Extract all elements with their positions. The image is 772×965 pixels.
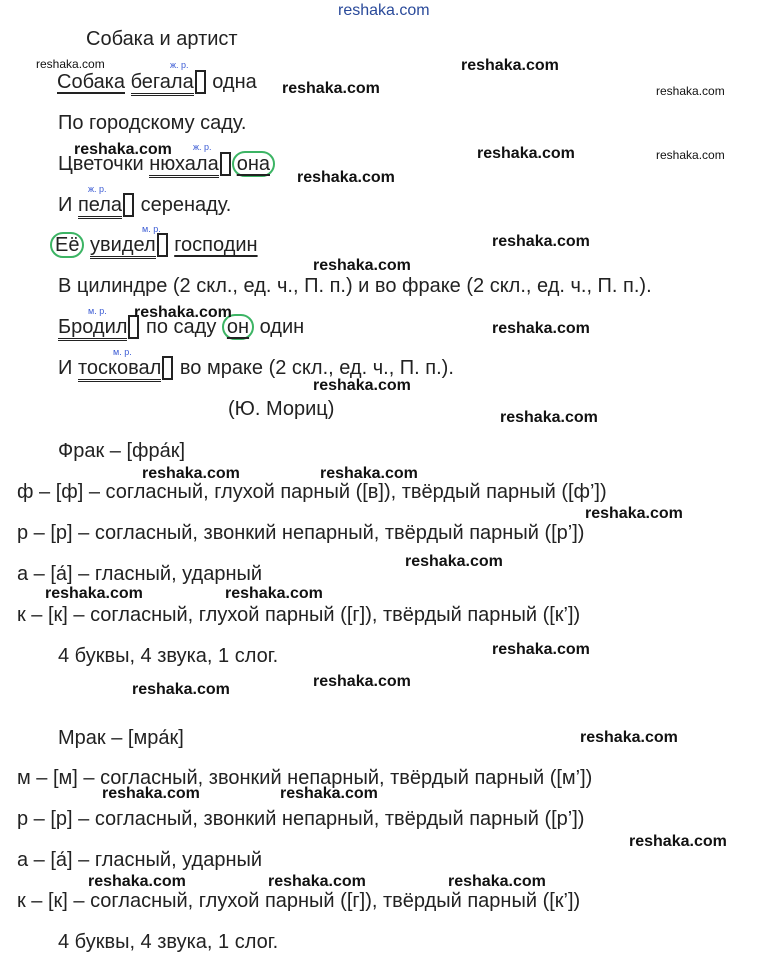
mrak-line-k: к – [к] – согласный, глухой парный ([г]), твёрдый парный ([к’]) xyxy=(17,890,581,912)
watermark: reshaka.com xyxy=(225,585,323,602)
word: во мраке (2 скл., ед. ч., П. п.). xyxy=(179,357,454,379)
watermark: reshaka.com xyxy=(405,553,503,570)
watermark: reshaka.com xyxy=(500,409,598,426)
gender-annotation: м. р. xyxy=(142,224,161,234)
word: Цветочки xyxy=(58,153,144,175)
watermark: reshaka.com xyxy=(282,80,380,97)
watermark: reshaka.com xyxy=(268,873,366,890)
watermark: reshaka.com xyxy=(629,833,727,850)
watermark: reshaka.com xyxy=(580,729,678,746)
mrak-line-a: а – [а́] – гласный, ударный xyxy=(17,849,263,871)
site-watermark: reshaka.com xyxy=(338,2,430,19)
ending-box xyxy=(220,152,231,176)
watermark: reshaka.com xyxy=(88,873,186,890)
watermark: reshaka.com xyxy=(142,465,240,482)
watermark: reshaka.com xyxy=(656,148,725,162)
predicate-word: бегала xyxy=(131,71,194,96)
watermark: reshaka.com xyxy=(313,257,411,274)
mrak-heading: Мрак – [мра́к] xyxy=(58,727,184,749)
poem-author: (Ю. Мориц) xyxy=(228,398,335,420)
word: серенаду. xyxy=(140,194,232,216)
ending-box xyxy=(162,356,173,380)
watermark: reshaka.com xyxy=(74,141,172,158)
frak-line-f: ф – [ф] – согласный, глухой парный ([в]), твёрдый парный ([ф’]) xyxy=(17,481,607,503)
ending-box xyxy=(123,193,134,217)
ending-box xyxy=(195,70,206,94)
watermark: reshaka.com xyxy=(656,84,725,98)
gender-annotation: м. р. xyxy=(88,306,107,316)
predicate-word: пела xyxy=(78,194,122,219)
watermark: reshaka.com xyxy=(492,641,590,658)
watermark: reshaka.com xyxy=(461,57,559,74)
frak-line-r: р – [р] – согласный, звонкий непарный, твёрдый парный ([р’]) xyxy=(17,522,585,544)
watermark: reshaka.com xyxy=(297,169,395,186)
poem-line-5 xyxy=(50,233,258,257)
watermark: reshaka.com xyxy=(477,145,575,162)
poem-line-1 xyxy=(57,70,257,94)
watermark: reshaka.com xyxy=(280,785,378,802)
mrak-summary: 4 буквы, 4 звука, 1 слог. xyxy=(58,931,279,953)
gender-annotation: ж. р. xyxy=(88,184,107,194)
watermark: reshaka.com xyxy=(132,681,230,698)
poem-line-4 xyxy=(58,193,231,217)
frak-line-k: к – [к] – согласный, глухой парный ([г]), твёрдый парный ([к’]) xyxy=(17,604,581,626)
predicate-word: увидел xyxy=(90,234,156,259)
pronoun-subject: он xyxy=(222,314,254,340)
poem-line-6: В цилиндре (2 скл., ед. ч., П. п.) и во фраке (2 скл., ед. ч., П. п.). xyxy=(58,275,652,297)
gender-annotation: ж. р. xyxy=(193,142,212,152)
pronoun-object: Её xyxy=(50,232,84,258)
word: один xyxy=(259,316,305,338)
watermark: reshaka.com xyxy=(448,873,546,890)
watermark: reshaka.com xyxy=(134,304,232,321)
subject-word: господин xyxy=(174,234,258,256)
pronoun-subject: она xyxy=(232,151,275,177)
word: по саду xyxy=(146,316,217,338)
poem-title: Собака и артист xyxy=(86,28,238,50)
predicate-word: тосковал xyxy=(78,357,161,382)
ending-box xyxy=(157,233,168,257)
watermark: reshaka.com xyxy=(492,320,590,337)
watermark: reshaka.com xyxy=(36,57,105,71)
gender-annotation: ж. р. xyxy=(170,60,189,70)
watermark: reshaka.com xyxy=(313,377,411,394)
word: И xyxy=(58,357,73,379)
predicate-word: Бродил xyxy=(58,316,127,341)
frak-line-a: а – [а́] – гласный, ударный xyxy=(17,563,263,585)
subject-word: Собака xyxy=(57,71,125,93)
word: И xyxy=(58,194,73,216)
frak-summary: 4 буквы, 4 звука, 1 слог. xyxy=(58,645,279,667)
watermark: reshaka.com xyxy=(585,505,683,522)
word: одна xyxy=(212,71,257,93)
poem-line-2: По городскому саду. xyxy=(58,112,247,134)
watermark: reshaka.com xyxy=(320,465,418,482)
watermark: reshaka.com xyxy=(45,585,143,602)
predicate-word: нюхала xyxy=(149,153,219,178)
watermark: reshaka.com xyxy=(102,785,200,802)
watermark: reshaka.com xyxy=(492,233,590,250)
watermark: reshaka.com xyxy=(313,673,411,690)
mrak-line-r: р – [р] – согласный, звонкий непарный, твёрдый парный ([р’]) xyxy=(17,808,585,830)
frak-heading: Фрак – [фра́к] xyxy=(58,440,186,462)
mrak-line-m: м – [м] – согласный, звонкий непарный, твёрдый парный ([м’]) xyxy=(17,767,593,789)
gender-annotation: м. р. xyxy=(113,347,132,357)
